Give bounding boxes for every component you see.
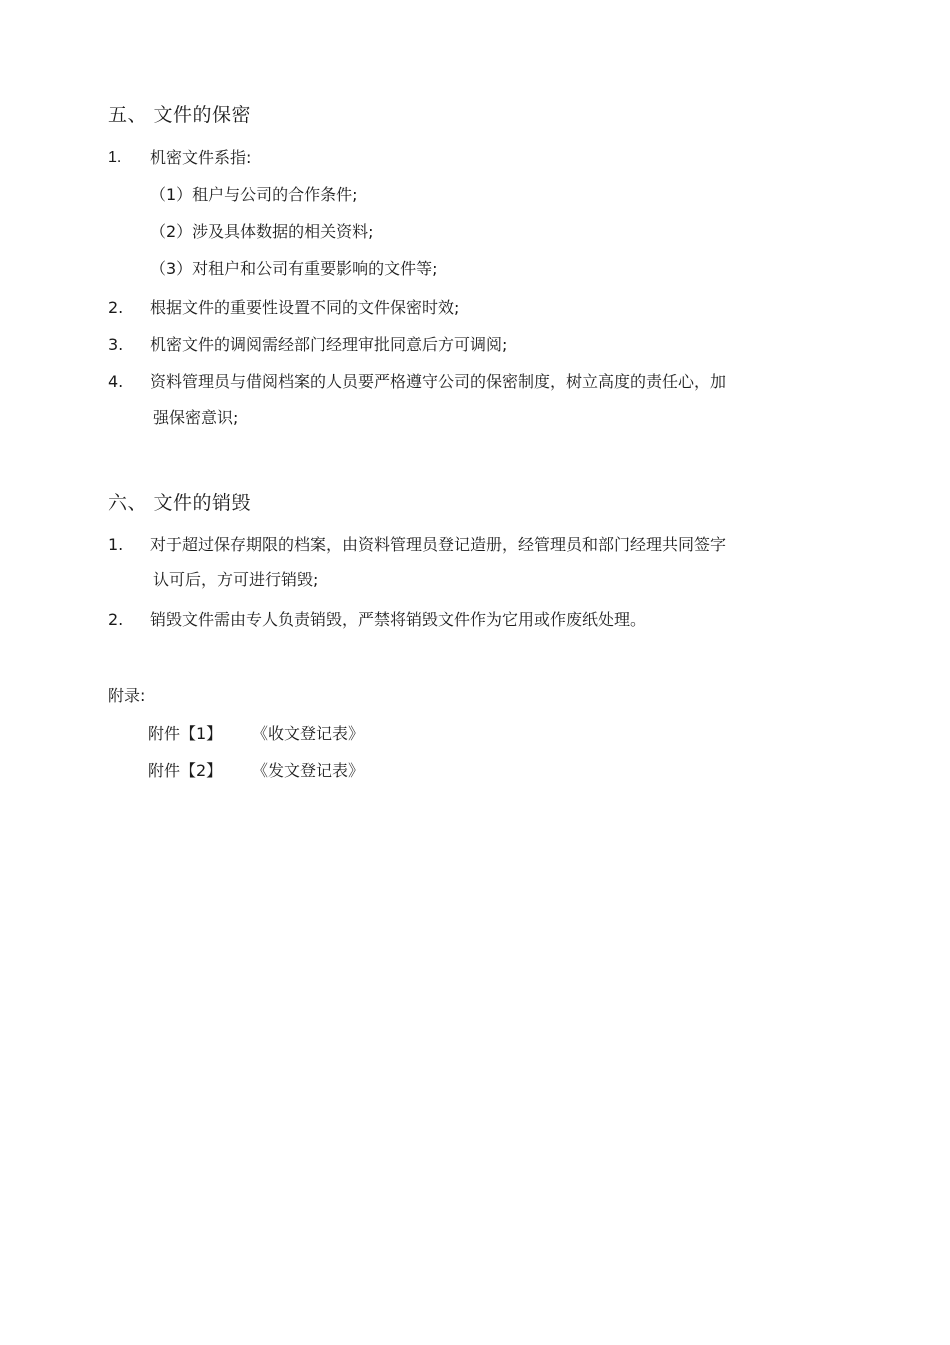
item-number: 4.: [108, 372, 124, 391]
item-text: 资料管理员与借阅档案的人员要严格遵守公司的保密制度，树立高度的责任心，加: [150, 372, 727, 391]
sub-item-3: （3）对租户和公司有重要影响的文件等;: [150, 259, 438, 278]
item-text-continuation: 认可后，方可进行销毁;: [153, 570, 319, 589]
item-number: 2.: [108, 610, 124, 629]
item-text-continuation: 强保密意识;: [153, 408, 239, 427]
attachment-title: 《收文登记表》: [252, 724, 365, 743]
item-text: 机密文件系指:: [150, 148, 252, 167]
appendix-label: 附录:: [108, 686, 146, 705]
attachment-row-1: [148, 721, 365, 744]
section-heading-confidentiality: 五、 文件的保密: [108, 104, 252, 126]
item-number: 1.: [108, 149, 122, 166]
sub-item-2: （2）涉及具体数据的相关资料;: [150, 222, 374, 241]
item-text: 销毁文件需由专人负责销毁，严禁将销毁文件作为它用或作废纸处理。: [150, 610, 647, 629]
attachment-label: 附件【1】: [148, 724, 223, 743]
item-number: 2.: [108, 298, 124, 317]
item-number: 1.: [108, 535, 124, 554]
section-heading-destruction: 六、 文件的销毁: [108, 492, 252, 514]
item-text: 根据文件的重要性设置不同的文件保密时效;: [150, 298, 460, 317]
item-number: 3.: [108, 335, 124, 354]
item-text: 对于超过保存期限的档案，由资料管理员登记造册，经管理员和部门经理共同签字: [150, 535, 727, 554]
item-text: 机密文件的调阅需经部门经理审批同意后方可调阅;: [150, 335, 508, 354]
attachment-row-2: [148, 758, 365, 781]
attachment-title: 《发文登记表》: [252, 761, 365, 780]
sub-item-1: （1）租户与公司的合作条件;: [150, 185, 358, 204]
attachment-label: 附件【2】: [148, 761, 223, 780]
